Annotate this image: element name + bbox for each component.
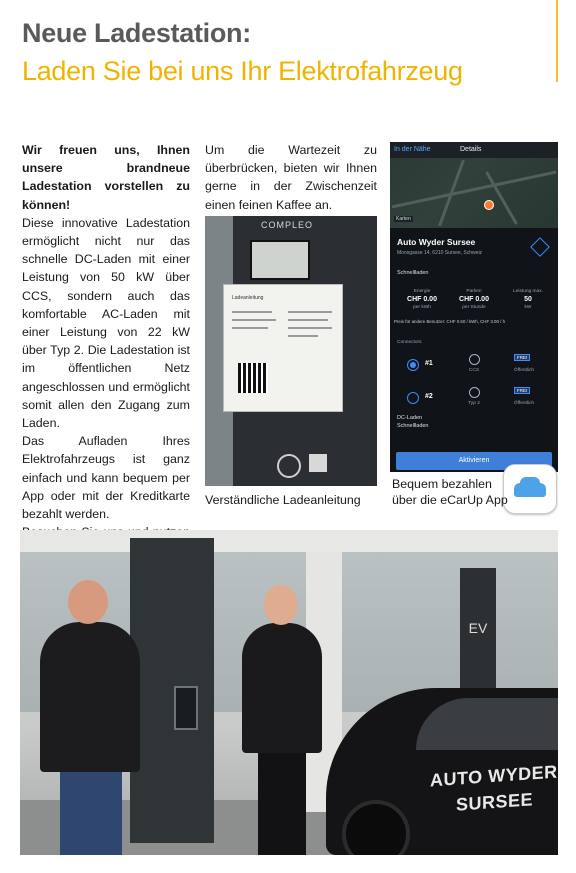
person-right-legs	[258, 751, 306, 855]
article-column-2	[205, 141, 377, 214]
person-left-legs	[60, 770, 122, 855]
connector-2-type: Typ 2	[468, 401, 480, 406]
person-left-head	[68, 580, 108, 624]
article-column-2-text: Um die Wartezeit zu überbrücken, bieten wir Ihnen gerne in der Zwischenzeit einen feinen Kaffee an.	[205, 143, 377, 212]
type2-plug-icon	[469, 387, 480, 398]
connector-2-status: Öffentlich	[513, 401, 535, 406]
qr-code-icon	[238, 363, 268, 393]
energy-value: CHF 0.00	[407, 296, 437, 303]
connectors-label: Connectors	[397, 340, 422, 345]
ecarup-app-icon	[503, 464, 557, 514]
sheet-line	[232, 311, 272, 313]
charger-display	[174, 686, 198, 730]
connector-2-number: #2	[425, 393, 433, 400]
sheet-line	[232, 319, 276, 321]
car	[326, 688, 558, 855]
sheet-line	[288, 311, 332, 313]
person-right-head	[264, 585, 298, 625]
navigate-icon	[530, 237, 550, 257]
station-name: Auto Wyder Sursee	[397, 237, 476, 247]
section-dc: DC-Laden	[397, 415, 423, 421]
person-left	[26, 580, 154, 855]
card-reader-icon	[309, 454, 327, 472]
section-fast: Schnellladen	[397, 270, 429, 276]
connector-1-status: Öffentlich	[513, 368, 535, 373]
connector-1-number: #1	[425, 360, 433, 367]
charger-photo-caption: Verständliche Ladeanleitung	[205, 493, 361, 507]
app-screen-title: Details	[460, 146, 482, 153]
charger-screen	[250, 240, 310, 280]
app-caption-line-2: über die eCarUp App	[392, 493, 508, 507]
article-column-1	[22, 141, 190, 596]
app-topbar	[390, 142, 558, 158]
power-label: Leistung max.	[513, 289, 543, 294]
map-pin-icon	[484, 200, 494, 210]
ev-sign-text: EV	[468, 620, 488, 636]
sheet-line	[288, 327, 332, 329]
showroom-photo	[20, 530, 558, 855]
instruction-sheet	[223, 284, 343, 412]
parking-label: Parken	[466, 289, 482, 294]
page-subtitle: Laden Sie bei uns Ihr Elektrofahrzeug	[22, 56, 463, 86]
person-right-body	[242, 623, 322, 753]
sheet-line	[288, 319, 328, 321]
article-paragraph-1: Diese innovative Ladestation ermöglicht nicht nur das schnelle DC-Laden mit einer Leistung von 50 kW über CCS, sondern auch das komfortable AC-Laden mit einer Leistung von 22 kW über Typ 2. Die Ladestation ist im öffentlichen Netz angeschlossen und ermöglicht somit allen den Zugang zum Laden.	[22, 215, 190, 431]
app-screenshot	[390, 142, 558, 472]
article-paragraph-2: Das Aufladen Ihres Elektrofahrzeugs ist ganz einfach und kann bequem per App oder mit der Kreditkarte bezahlt werden.	[22, 434, 190, 522]
activate-button[interactable]: Aktivieren	[396, 452, 552, 470]
station-address: Moosgasse 14, 6210 Sursee, Schweiz	[397, 250, 483, 256]
connector-2-radio[interactable]	[407, 392, 419, 404]
sheet-line	[232, 327, 268, 329]
charger-brand: COMPLEO	[261, 220, 314, 230]
car-lettering-line-1: AUTO WYDER	[430, 761, 558, 791]
connector-1-radio[interactable]	[407, 359, 419, 371]
parking-value: CHF 0.00	[459, 296, 489, 303]
section-dc-sub: Schnellladen	[397, 423, 429, 429]
car-wheel	[342, 800, 410, 855]
page-title: Neue Ladestation:	[22, 18, 251, 48]
person-left-body	[40, 622, 140, 772]
ceiling	[20, 530, 558, 552]
instruction-sheet-heading: Ladeanleitung	[232, 295, 264, 301]
energy-label: Energie	[413, 289, 431, 294]
other-users-price: Preis für andere Benutzer: CHF 0.60 / kWh, CHF 3.00 / h	[394, 319, 506, 324]
connector-2-badge: FREI	[514, 387, 530, 394]
parking-unit: per Stunde	[462, 305, 486, 310]
car-lettering-line-2: SURSEE	[456, 789, 534, 815]
app-map	[390, 158, 558, 228]
accent-divider-line	[556, 0, 558, 82]
article-lead: Wir freuen uns, Ihnen unsere brandneue Ladestation vorstellen zu können!	[22, 143, 190, 212]
sheet-line	[288, 335, 318, 337]
contactless-icon	[277, 454, 301, 478]
power-value: 50	[524, 296, 532, 303]
ccs-plug-icon	[469, 354, 480, 365]
energy-unit: per kWh	[413, 305, 431, 310]
app-back-link: In der Nähe	[394, 146, 431, 153]
car-icon	[514, 483, 546, 497]
car-window	[416, 698, 558, 750]
map-road	[392, 171, 557, 209]
connector-1-type: CCS	[468, 368, 480, 373]
person-right	[234, 585, 330, 855]
map-label: Karten	[396, 216, 411, 222]
power-unit: kW	[524, 305, 532, 310]
app-caption-line-1: Bequem bezahlen	[392, 477, 492, 491]
connector-1-badge: FREI	[514, 354, 530, 361]
charger-photo	[205, 216, 377, 486]
